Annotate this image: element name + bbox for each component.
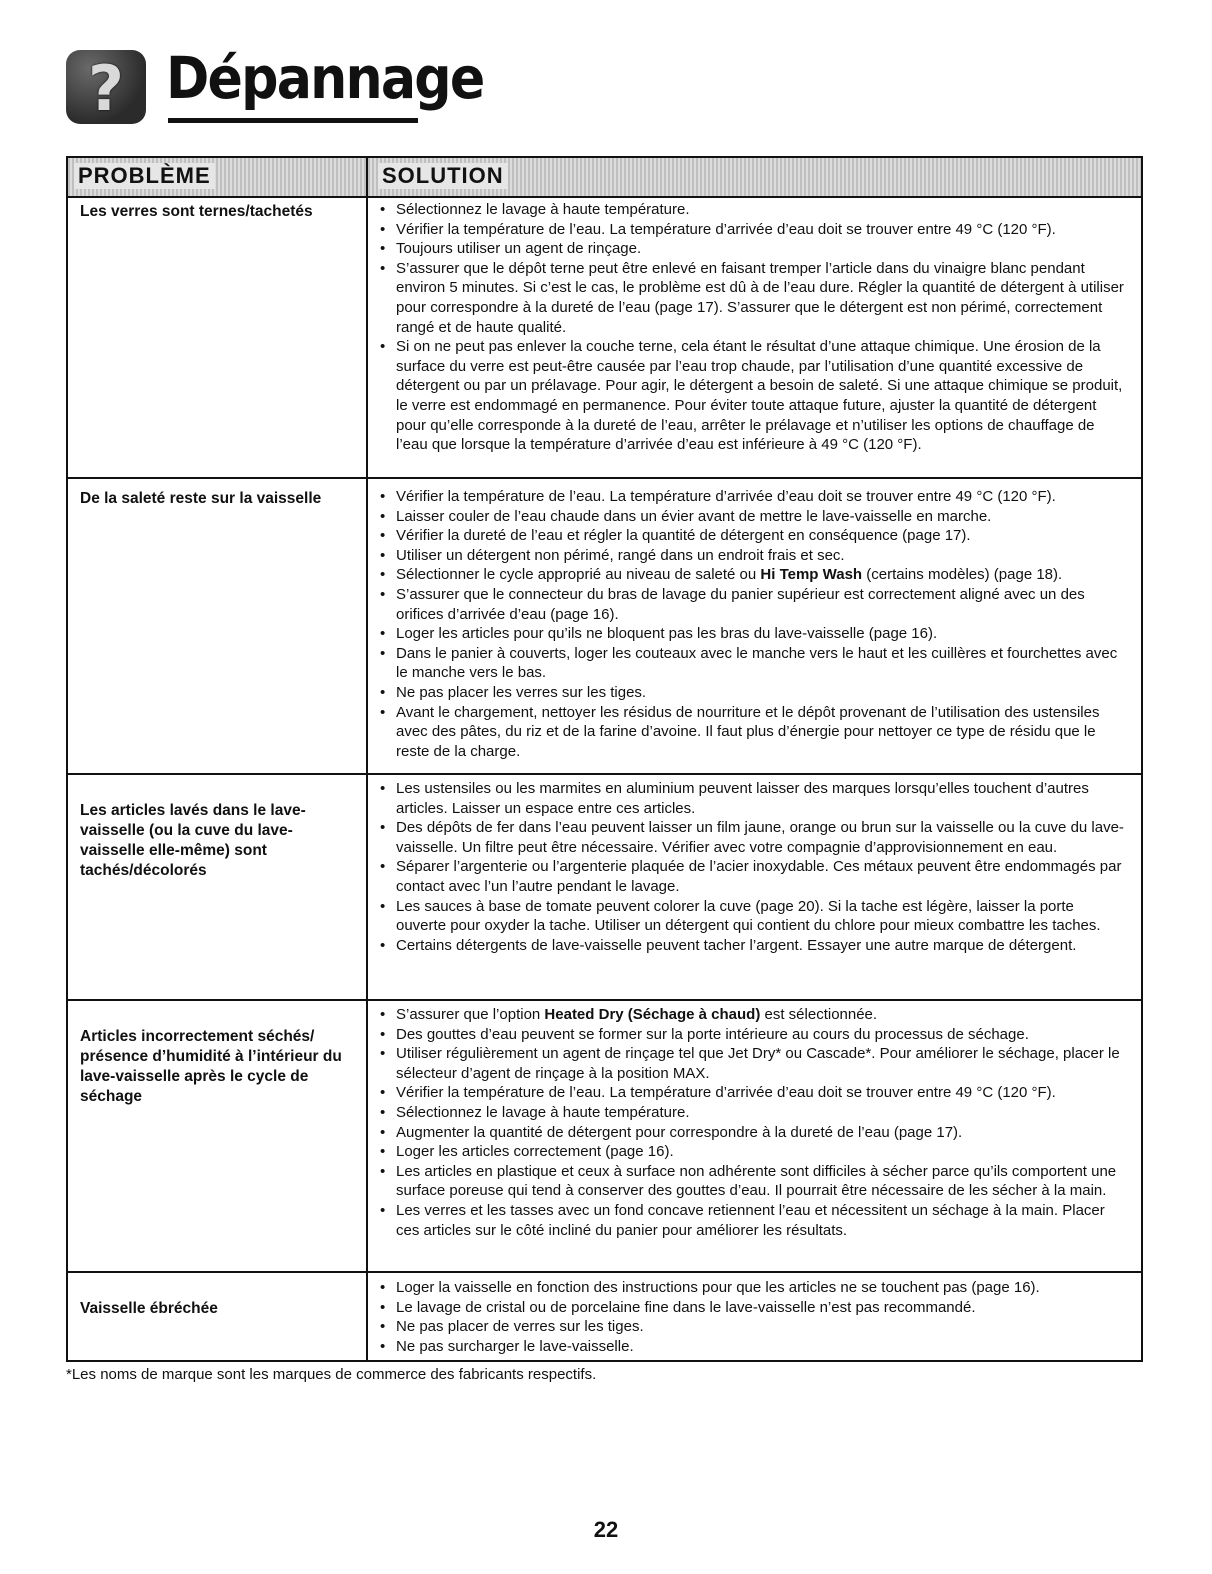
solution-item: • Des gouttes d’eau peuvent se former sur la porte intérieure au cours du processus de séchage. <box>380 1025 1127 1045</box>
problem-cell: De la saleté reste sur la vaisselle <box>80 490 322 507</box>
solution-item: • Utiliser un détergent non périmé, rangé dans un endroit frais et sec. <box>380 546 1127 566</box>
solution-item: • Vérifier la température de l’eau. La température d’arrivée d’eau doit se trouver entre 49 °C (120 °F). <box>380 220 1127 240</box>
solution-item: • Ne pas placer les verres sur les tiges. <box>380 683 1127 703</box>
solution-item: • Ne pas surcharger le lave-vaisselle. <box>380 1337 1127 1357</box>
solution-item: • Toujours utiliser un agent de rinçage. <box>380 239 1127 259</box>
solution-item: • Dans le panier à couverts, loger les couteaux avec le manche vers le haut et les cuillères et fourchettes avec le manche vers le bas. <box>380 644 1127 683</box>
footnote: *Les noms de marque sont les marques de commerce des fabricants respectifs. <box>66 1366 597 1383</box>
page-title: Dépannage <box>166 44 484 112</box>
solution-item: • Sélectionnez le lavage à haute température. <box>380 1103 1127 1123</box>
solution-item: • Si on ne peut pas enlever la couche terne, cela étant le résultat d’une attaque chimique. Une érosion de la surface du verre est peut-être causée par l’eau trop chaude, par l’utilisation d’une quantité excessive de détergent ou par un prélavage. Pour agir, le détergent a besoin de saleté. Si une attaque chimique se produit, le verre est endommagé en permanence. Pour éviter toute attaque future, ajuster la quantité de détergent pour qu’elle corresponde à la dureté de l’eau, arrêter le prélavage et n’utiliser les options de chauffage de l’eau que lorsque la température d’arrivée d’eau est inférieure à 49 °C (120 °F). <box>380 337 1127 455</box>
solution-item: • Séparer l’argenterie ou l’argenterie plaquée de l’acier inoxydable. Ces métaux peuvent être endommagés par contact avec l’un l’autre pendant le lavage. <box>380 857 1127 896</box>
solution-item: • Vérifier la température de l’eau. La température d’arrivée d’eau doit se trouver entre 49 °C (120 °F). <box>380 1083 1127 1103</box>
solution-item: • Les articles en plastique et ceux à surface non adhérente sont difficiles à sécher parce qu’ils comportent une surface poreuse qui tend à conserver des gouttes d’eau. Il pourrait être nécessaire de les sécher à la main. <box>380 1162 1127 1201</box>
table-row <box>68 1001 1141 1273</box>
solution-item: • Laisser couler de l’eau chaude dans un évier avant de mettre le lave-vaisselle en marche. <box>380 507 1127 527</box>
table-row <box>68 1273 1141 1362</box>
troubleshooting-table <box>66 156 1143 1362</box>
page-header <box>66 42 484 125</box>
table-row <box>68 479 1141 775</box>
solution-item: • S’assurer que l’option Heated Dry (Séchage à chaud) est sélectionnée. <box>380 1005 1127 1025</box>
column-header-solution: SOLUTION <box>378 163 508 189</box>
column-header-problem: PROBLÈME <box>74 163 215 189</box>
solution-item: • Sélectionner le cycle approprié au niveau de saleté ou Hi Temp Wash (certains modèles) (page 18). <box>380 565 1127 585</box>
problem-cell: Vaisselle ébréchée <box>80 1300 218 1317</box>
solution-item: • Le lavage de cristal ou de porcelaine fine dans le lave-vaisselle n’est pas recommandé. <box>380 1298 1127 1318</box>
solution-item: • Loger les articles pour qu’ils ne bloquent pas les bras du lave-vaisselle (page 16). <box>380 624 1127 644</box>
solution-item: • Des dépôts de fer dans l’eau peuvent laisser un film jaune, orange ou brun sur la vaisselle ou la cuve du lave-vaisselle. Un filtre peut être nécessaire. Vérifier avec votre compagnie d’approvisionnement en eau. <box>380 818 1127 857</box>
problem-cell: Les verres sont ternes/tachetés <box>80 203 313 220</box>
title-underline <box>168 118 418 123</box>
table-row <box>68 196 1141 479</box>
solution-item: • Loger les articles correctement (page 16). <box>380 1142 1127 1162</box>
table-row <box>68 775 1141 1001</box>
solution-item: • Vérifier la dureté de l’eau et régler la quantité de détergent en conséquence (page 17). <box>380 526 1127 546</box>
solution-list <box>380 1278 1127 1356</box>
solution-item: • Les verres et les tasses avec un fond concave retiennent l’eau et nécessitent un séchage à la main. Placer ces articles sur le côté incliné du panier pour améliorer les résultats. <box>380 1201 1127 1240</box>
question-mark-icon: ? <box>66 50 146 124</box>
solution-item: • S’assurer que le dépôt terne peut être enlevé en faisant tremper l’article dans du vinaigre blanc pendant environ 5 minutes. Si c’est le cas, le problème est dû à de l’eau dure. Régler la quantité de détergent à utiliser pour correspondre à la dureté de l’eau (page 17). S’assurer que le détergent est non périmé, correctement rangé et de haute qualité. <box>380 259 1127 337</box>
solution-item: • Utiliser régulièrement un agent de rinçage tel que Jet Dry* ou Cascade*. Pour améliorer le séchage, placer le sélecteur d’agent de rinçage à la position MAX. <box>380 1044 1127 1083</box>
solution-item: • Ne pas placer de verres sur les tiges. <box>380 1317 1127 1337</box>
solution-item: • Loger la vaisselle en fonction des instructions pour que les articles ne se touchent pas (page 16). <box>380 1278 1127 1298</box>
solution-item: • Les ustensiles ou les marmites en aluminium peuvent laisser des marques lorsqu’elles touchent d’autres articles. Laisser un espace entre ces articles. <box>380 779 1127 818</box>
table-header <box>68 158 1141 198</box>
solution-item: • Certains détergents de lave-vaisselle peuvent tacher l’argent. Essayer une autre marque de détergent. <box>380 936 1127 956</box>
solution-item: • Les sauces à base de tomate peuvent colorer la cuve (page 20). Si la tache est légère, laisser la porte ouverte pour oxyder la tache. Utiliser un détergent qui contient du chlore pour mieux combattre les taches. <box>380 897 1127 936</box>
page-number: 22 <box>593 1517 619 1542</box>
solution-item: • Vérifier la température de l’eau. La température d’arrivée d’eau doit se trouver entre 49 °C (120 °F). <box>380 487 1127 507</box>
problem-cell: Les articles lavés dans le lave-vaisselle (ou la cuve du lave-vaisselle elle-même) sont tachés/décolorés <box>80 802 306 879</box>
solution-list <box>380 487 1127 761</box>
solution-list <box>380 200 1127 455</box>
solution-item: • S’assurer que le connecteur du bras de lavage du panier supérieur est correctement aligné avec un des orifices d’arrivée d’eau (page 16). <box>380 585 1127 624</box>
solution-list <box>380 1005 1127 1240</box>
solution-item: • Sélectionnez le lavage à haute température. <box>380 200 1127 220</box>
solution-item: • Augmenter la quantité de détergent pour correspondre à la dureté de l’eau (page 17). <box>380 1123 1127 1143</box>
solution-item: • Avant le chargement, nettoyer les résidus de nourriture et le dépôt provenant de l’utilisation des ustensiles avec des pâtes, du riz et de la farine d’avoine. Il faut plus d’énergie pour nettoyer ce type de résidu que le reste de la charge. <box>380 703 1127 762</box>
problem-cell: Articles incorrectement séchés/ présence d’humidité à l’intérieur du lave-vaisselle après le cycle de séchage <box>80 1028 342 1105</box>
solution-list <box>380 779 1127 955</box>
